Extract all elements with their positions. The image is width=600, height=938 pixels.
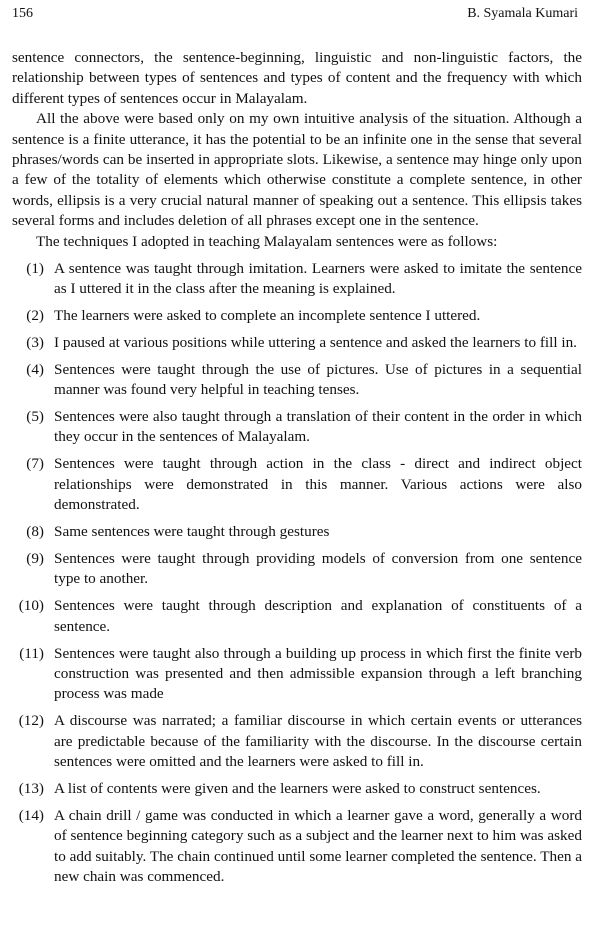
list-item-text: A chain drill / game was conducted in which a learner gave a word, generally a word of sentence beginning category such as a subject and the learner next to him was asked to add suitably. The chain continued until some learner completed the sentence. Then a new chain was commenced. (54, 806, 582, 886)
list-item (12, 549, 582, 590)
list-item (12, 522, 582, 542)
list-item (12, 333, 582, 353)
list-item (12, 644, 582, 705)
list-item-text: Sentences were taught through providing models of conversion from one sentence type to another. (54, 549, 582, 588)
list-item-number: (12) (18, 712, 44, 730)
list-item-text: The learners were asked to complete an incomplete sentence I uttered. (54, 306, 481, 324)
list-item (12, 407, 582, 448)
list-item-text: Sentences were taught through action in the class - direct and indirect object relationships were demonstrated in this manner. Various actions were also demonstrated. (54, 455, 582, 514)
paragraph-techniques-intro: The techniques I adopted in teaching Malayalam sentences were as follows: (36, 232, 498, 250)
techniques-list (12, 259, 582, 888)
list-item (12, 779, 582, 799)
list-item-number: (14) (18, 806, 44, 824)
list-item-number: (2) (26, 306, 44, 324)
list-item (12, 806, 582, 888)
list-item (12, 360, 582, 401)
list-item-text: Sentences were taught also through a building up process in which first the finite verb construction was presented and then admissible expansion through a left branching process was made (54, 644, 582, 703)
page-number: 156 (12, 6, 33, 21)
list-item-text: Sentences were taught through description and explanation of constituents of a sentence. (54, 597, 582, 635)
list-item-text: Same sentences were taught through gestures (54, 523, 330, 541)
list-item-number: (7) (26, 455, 44, 473)
list-item-number: (13) (18, 780, 44, 797)
list-item (12, 711, 582, 772)
list-item-number: (3) (26, 333, 44, 351)
list-item-number: (1) (26, 259, 44, 277)
list-item (12, 259, 582, 300)
list-item-text: A list of contents were given and the learners were asked to construct sentences. (54, 780, 541, 797)
list-item-text: I paused at various positions while uttering a sentence and asked the learners to fill in. (54, 333, 577, 351)
list-item-number: (5) (26, 408, 44, 425)
paragraph-continuation: sentence connectors, the sentence-beginning, linguistic and non-linguistic factors, the relationship between types of sentences and types of content and the frequency with which different types of sentences occur in Malayalam. (12, 49, 582, 107)
list-item-number: (10) (18, 597, 44, 615)
paragraph-ellipsis: All the above were based only on my own intuitive analysis of the situation. Although a sentence is a finite utterance, it has the potential to be an infinite one in the sense that several phrases/words can be inserted in appropriate slots. Likewise, a sentence may hinge only upon a few of the totality of elements which otherwise constitute a complete sentence, in other words, ellipsis is a very crucial natural manner of speaking out a sentence. This ellipsis takes several forms and includes deletion of all phrases except one in the sentence. (12, 110, 582, 230)
running-head-author: B. Syamala Kumari (467, 6, 578, 21)
list-item-text: Sentences were also taught through a translation of their content in the order in which they occur in the sentences of Malayalam. (54, 408, 582, 446)
running-header (12, 6, 582, 28)
list-item-number: (11) (19, 644, 44, 662)
list-item (12, 306, 582, 326)
list-item-number: (4) (26, 360, 44, 378)
list-item-number: (8) (26, 523, 44, 541)
list-item-text: Sentences were taught through the use of pictures. Use of pictures in a sequential manner was found very helpful in teaching tenses. (54, 360, 582, 399)
list-item (12, 596, 582, 637)
list-item-text: A sentence was taught through imitation. Learners were asked to imitate the sentence as I uttered it in the class after the meaning is explained. (54, 259, 582, 297)
list-item-text: A discourse was narrated; a familiar discourse in which certain events or utterances are predictable because of the familiarity with the discourse. In the discourse certain sentences were omitted and the learners were asked to fill in. (54, 712, 582, 771)
list-item-number: (9) (26, 549, 44, 567)
list-item (12, 454, 582, 515)
